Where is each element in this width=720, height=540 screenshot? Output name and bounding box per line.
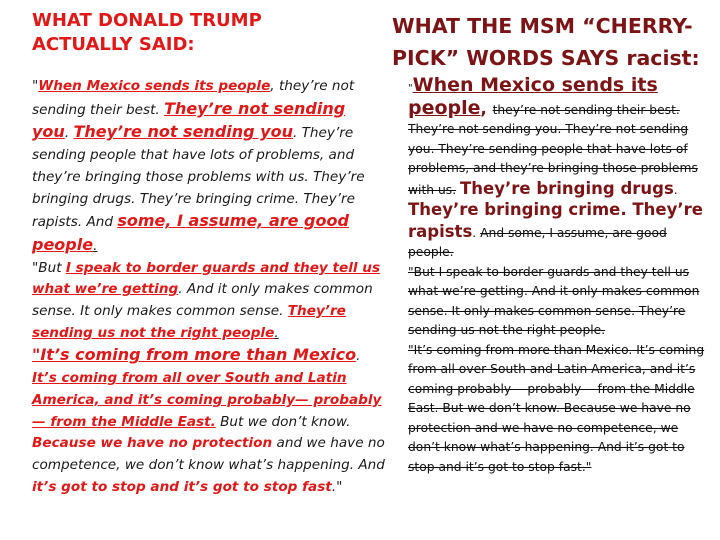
right-cherry-picked-quote bbox=[408, 76, 710, 477]
right-heading-line-1: WHAT THE MSM “CHERRY- bbox=[392, 14, 693, 38]
right-paragraph-3: "It’s coming from more than Mexico. It’s coming from all over South and Latin America, and it’s coming probably— probably— from the Middle East. But we don’t know. Because we have no protection and we have no competence, we don’t know what’s happening. And it’s got to stop and it’s got to stop fast." bbox=[408, 342, 705, 474]
left-heading-line-2: ACTUALLY SAID: bbox=[32, 34, 195, 55]
right-paragraph-2: "But I speak to border guards and they tell us what we’re getting. And it only makes common sense. It only makes common sense. They’re sending us not the right people. bbox=[408, 264, 700, 337]
left-heading bbox=[32, 9, 262, 57]
left-full-quote bbox=[32, 76, 386, 498]
left-paragraph-2: "But I speak to border guards and they tell us what we’re getting. And it only makes common sense. It only makes common sense. They’re sending us not the right people. bbox=[32, 259, 381, 341]
right-heading-line-2: PICK” WORDS SAYS racist: bbox=[392, 46, 700, 70]
left-paragraph-1: "When Mexico sends its people, they’re not sending their best. They’re not sending you. They’re not sending you. They’re sending people that have lots of problems, and they’re bringing those problems with us. They’re bringing drugs. They’re bringing crime. They’re rapists. And some, I assume, are good people. bbox=[32, 78, 365, 254]
right-paragraph-1: "When Mexico sends its people, they’re not sending their best. They’re not sending you. They’re not sending you. They’re sending people that have lots of problems, and they’re bringing those problems with us. They’re bringing drugs. They’re bringing crime. They’re rapists. And some, I assume, are good people. bbox=[408, 74, 703, 259]
right-heading bbox=[392, 10, 700, 74]
left-heading-line-1: WHAT DONALD TRUMP bbox=[32, 10, 262, 31]
left-paragraph-3: "It’s coming from more than Mexico. It’s coming from all over South and Latin America, and it’s coming probably— probably— from the Middle East. But we don’t know. Because we have no protection and we have no competence, we don’t know what’s happening. And it’s got to stop and it’s got to stop fast." bbox=[32, 345, 385, 495]
